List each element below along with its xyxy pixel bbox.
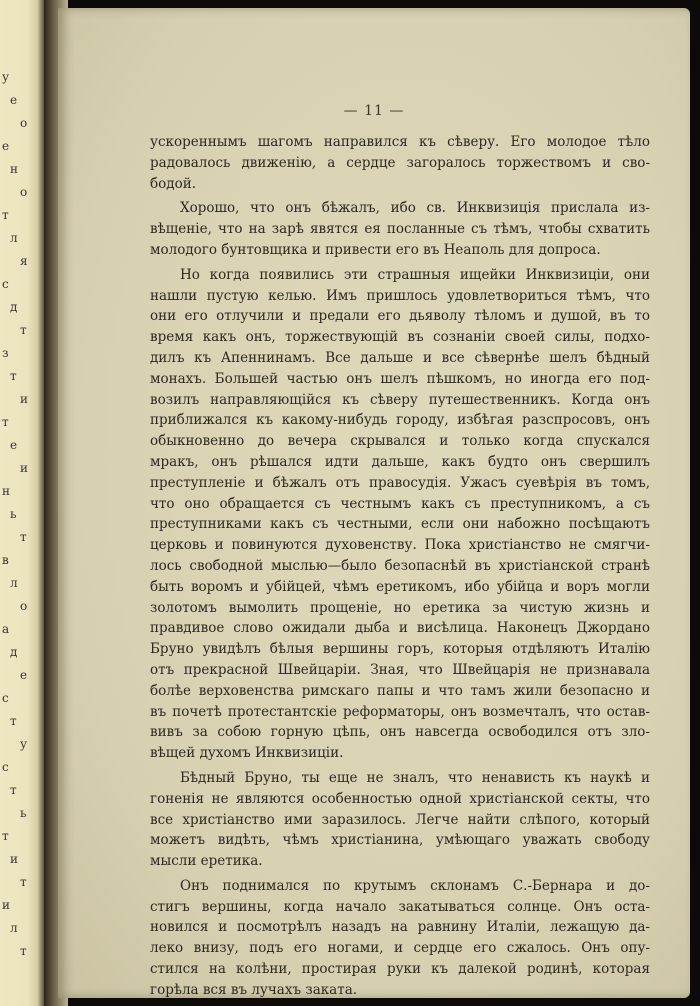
left-page-fragment: о — [20, 599, 28, 613]
text-line: быть воромъ и убійцей, чѣмъ еретикомъ, ибо убійца и воръ могли — [150, 578, 650, 595]
text-line: монахъ. Большей частью онъ шелъ пѣшкомъ, но иногда его под- — [150, 370, 650, 387]
text-line: новился и посмотрѣлъ назадъ на равнину Италіи, лежащую да- — [150, 919, 650, 936]
text-line: можетъ видѣть, чѣмъ христіанина, умѣющаго уважать свободу — [150, 832, 650, 849]
left-page-fragment: д — [10, 300, 18, 314]
text-line: они его отлучили и предали его дьяволу тѣломъ и душой, въ то — [150, 308, 650, 325]
left-page-fragment: т — [20, 323, 27, 337]
left-page-fragment: у — [2, 70, 10, 84]
text-line: радовалось движенію, а сердце загоралось торжествомъ и сво- — [150, 154, 650, 171]
text-line: ускореннымъ шагомъ направился къ сѣверу. Его молодое тѣло — [150, 134, 650, 150]
paragraph — [150, 198, 650, 260]
paragraph — [150, 768, 650, 872]
left-page-fragment: т — [20, 944, 27, 958]
text-line: обыкновенно до вечера скрывался и только когда спускался — [150, 433, 650, 450]
text-line: въ почетѣ протестантскіе реформаторы, онъ возмечталъ, что остав- — [150, 703, 650, 720]
left-page-fragment: н — [2, 484, 10, 498]
text-line: мракъ, онъ рѣшался идти дальше, какъ будто онъ свершилъ — [150, 453, 650, 470]
text-line: Бруно увидѣлъ бѣлыя вершины горъ, которыя отдѣляютъ Италію — [150, 641, 650, 658]
text-line: стился на колѣни, простирая руки къ далекой родинѣ, которая — [150, 961, 650, 978]
left-page-fragment: е — [10, 438, 18, 452]
left-page-fragment: и — [2, 898, 10, 912]
text-line: молодого бунтовщика и привести его въ Неаполь для допроса. — [150, 241, 601, 258]
text-line: церковь и повинуются духовенству. Пока христіанство не смягчи- — [150, 537, 650, 554]
left-page-fragment: з — [2, 346, 9, 360]
text-line: отъ прекрасной Швейцаріи. Зная, что Швейцарія не признавала — [150, 661, 650, 678]
left-page-edge — [0, 0, 44, 1006]
left-page-fragment: и — [20, 392, 28, 406]
left-page-fragment: а — [2, 622, 10, 636]
text-line: мысли еретика. — [150, 853, 263, 870]
left-page-fragment: т — [2, 829, 9, 843]
left-page-fragment: в — [2, 553, 9, 567]
left-page-fragment: т — [2, 208, 9, 222]
text-line: горѣла вся въ лучахъ заката. — [150, 981, 358, 998]
left-page-fragment: ь — [10, 507, 17, 521]
text-line: вѣщей духомъ Инквизиціи. — [150, 745, 344, 762]
left-page-fragment: с — [2, 691, 9, 705]
left-page-fragment: т — [20, 530, 27, 544]
text-line: леко внизу, подъ его ногами, и сердце его сжалось. Онъ опу- — [150, 940, 650, 957]
left-page-fragment: е — [20, 668, 28, 682]
left-page-fragment: я — [20, 254, 28, 268]
left-page-fragment: с — [2, 277, 9, 291]
page-text — [150, 132, 650, 1005]
left-page-fragment: ь — [20, 806, 27, 820]
left-page-fragment: с — [2, 760, 9, 774]
left-page-fragment: л — [10, 576, 18, 590]
left-page-fragment: и — [10, 852, 18, 866]
text-line: Но когда появились эти страшныя ищейки Инквизиціи, они — [180, 266, 650, 283]
text-line: Бѣдный Бруно, ты еще не зналъ, что ненависть къ наукѣ и — [180, 769, 650, 786]
paragraph — [150, 876, 650, 1001]
left-page-fragment: т — [10, 714, 17, 728]
left-page-fragment: е — [2, 139, 10, 153]
left-page-fragment: л — [10, 921, 18, 935]
text-line: все христіанство ими заразилось. Легче найти слѣпого, который — [150, 811, 650, 828]
text-line: вивъ за собою горную цѣпь, онъ навсегда освободился отъ зло- — [150, 724, 650, 741]
left-page-fragment: т — [20, 875, 27, 889]
page-number: — 11 — — [343, 103, 405, 119]
text-line: правдивое слово ожидали дыба и висѣлица. Наконецъ Джордано — [150, 620, 650, 637]
text-line: золотомъ вымолить прощеніе, но еретика за чистую жизнь и — [150, 599, 650, 616]
text-line: что оно обращается съ честнымъ какъ съ преступникомъ, а съ — [150, 495, 650, 512]
left-page-fragment: о — [20, 185, 28, 199]
text-line: преступленіе и бѣжалъ отъ правосудія. Ужасъ суевѣрія въ томъ, — [150, 474, 650, 491]
text-line: дилъ къ Апеннинамъ. Все дальше и все сѣвернѣе шелъ бѣдный — [150, 349, 650, 366]
text-line: возилъ направляющійся къ сѣверу путешественникъ. Когда онъ — [150, 391, 650, 408]
text-line: преступниками какъ съ честными, если они набожно посѣщаютъ — [150, 516, 650, 533]
text-line: болѣе верховенства римскаго папы и что тамъ жили безопасно и — [150, 682, 650, 699]
text-line: приближался къ какому-нибудь городу, избѣгая разспросовъ, онъ — [150, 412, 650, 429]
left-page-fragment: о — [20, 116, 28, 130]
paragraph — [150, 132, 650, 194]
text-line: Хорошо, что онъ бѣжалъ, ибо св. Инквизиція прислала из- — [180, 200, 650, 217]
text-line: время какъ онъ, торжествующій въ сознаніи своей силы, подхо- — [150, 329, 650, 346]
left-page-fragment: д — [10, 645, 18, 659]
text-line: гоненія не являются особенностью одной христіанской секты, что — [150, 790, 650, 807]
left-page-fragment: т — [2, 415, 9, 429]
text-line: Онъ поднимался по крутымъ склонамъ С.-Бернара и до- — [180, 877, 650, 894]
text-line: лось свободной мыслью—было безопаснѣй въ христіанской странѣ — [150, 557, 650, 574]
book-page — [58, 8, 690, 998]
text-line: бодой. — [150, 175, 196, 192]
left-page-fragment: у — [20, 737, 28, 751]
text-line: стигъ вершины, когда начало закатываться солнце. Онъ оста- — [150, 898, 650, 915]
left-page-fragment: е — [10, 93, 18, 107]
left-page-fragment: т — [10, 369, 17, 383]
paragraph — [150, 265, 650, 764]
text-line: вѣщеніе, что на зарѣ явятся ея посланные съ тѣмъ, чтобы схватить — [150, 221, 650, 238]
left-page-fragment: и — [20, 461, 28, 475]
left-page-fragment: л — [10, 231, 18, 245]
left-page-fragment: т — [10, 783, 17, 797]
left-page-fragment: н — [10, 162, 18, 176]
text-line: нашли пустую келью. Имъ пришлось удовлетвориться тѣмъ, что — [150, 287, 650, 304]
